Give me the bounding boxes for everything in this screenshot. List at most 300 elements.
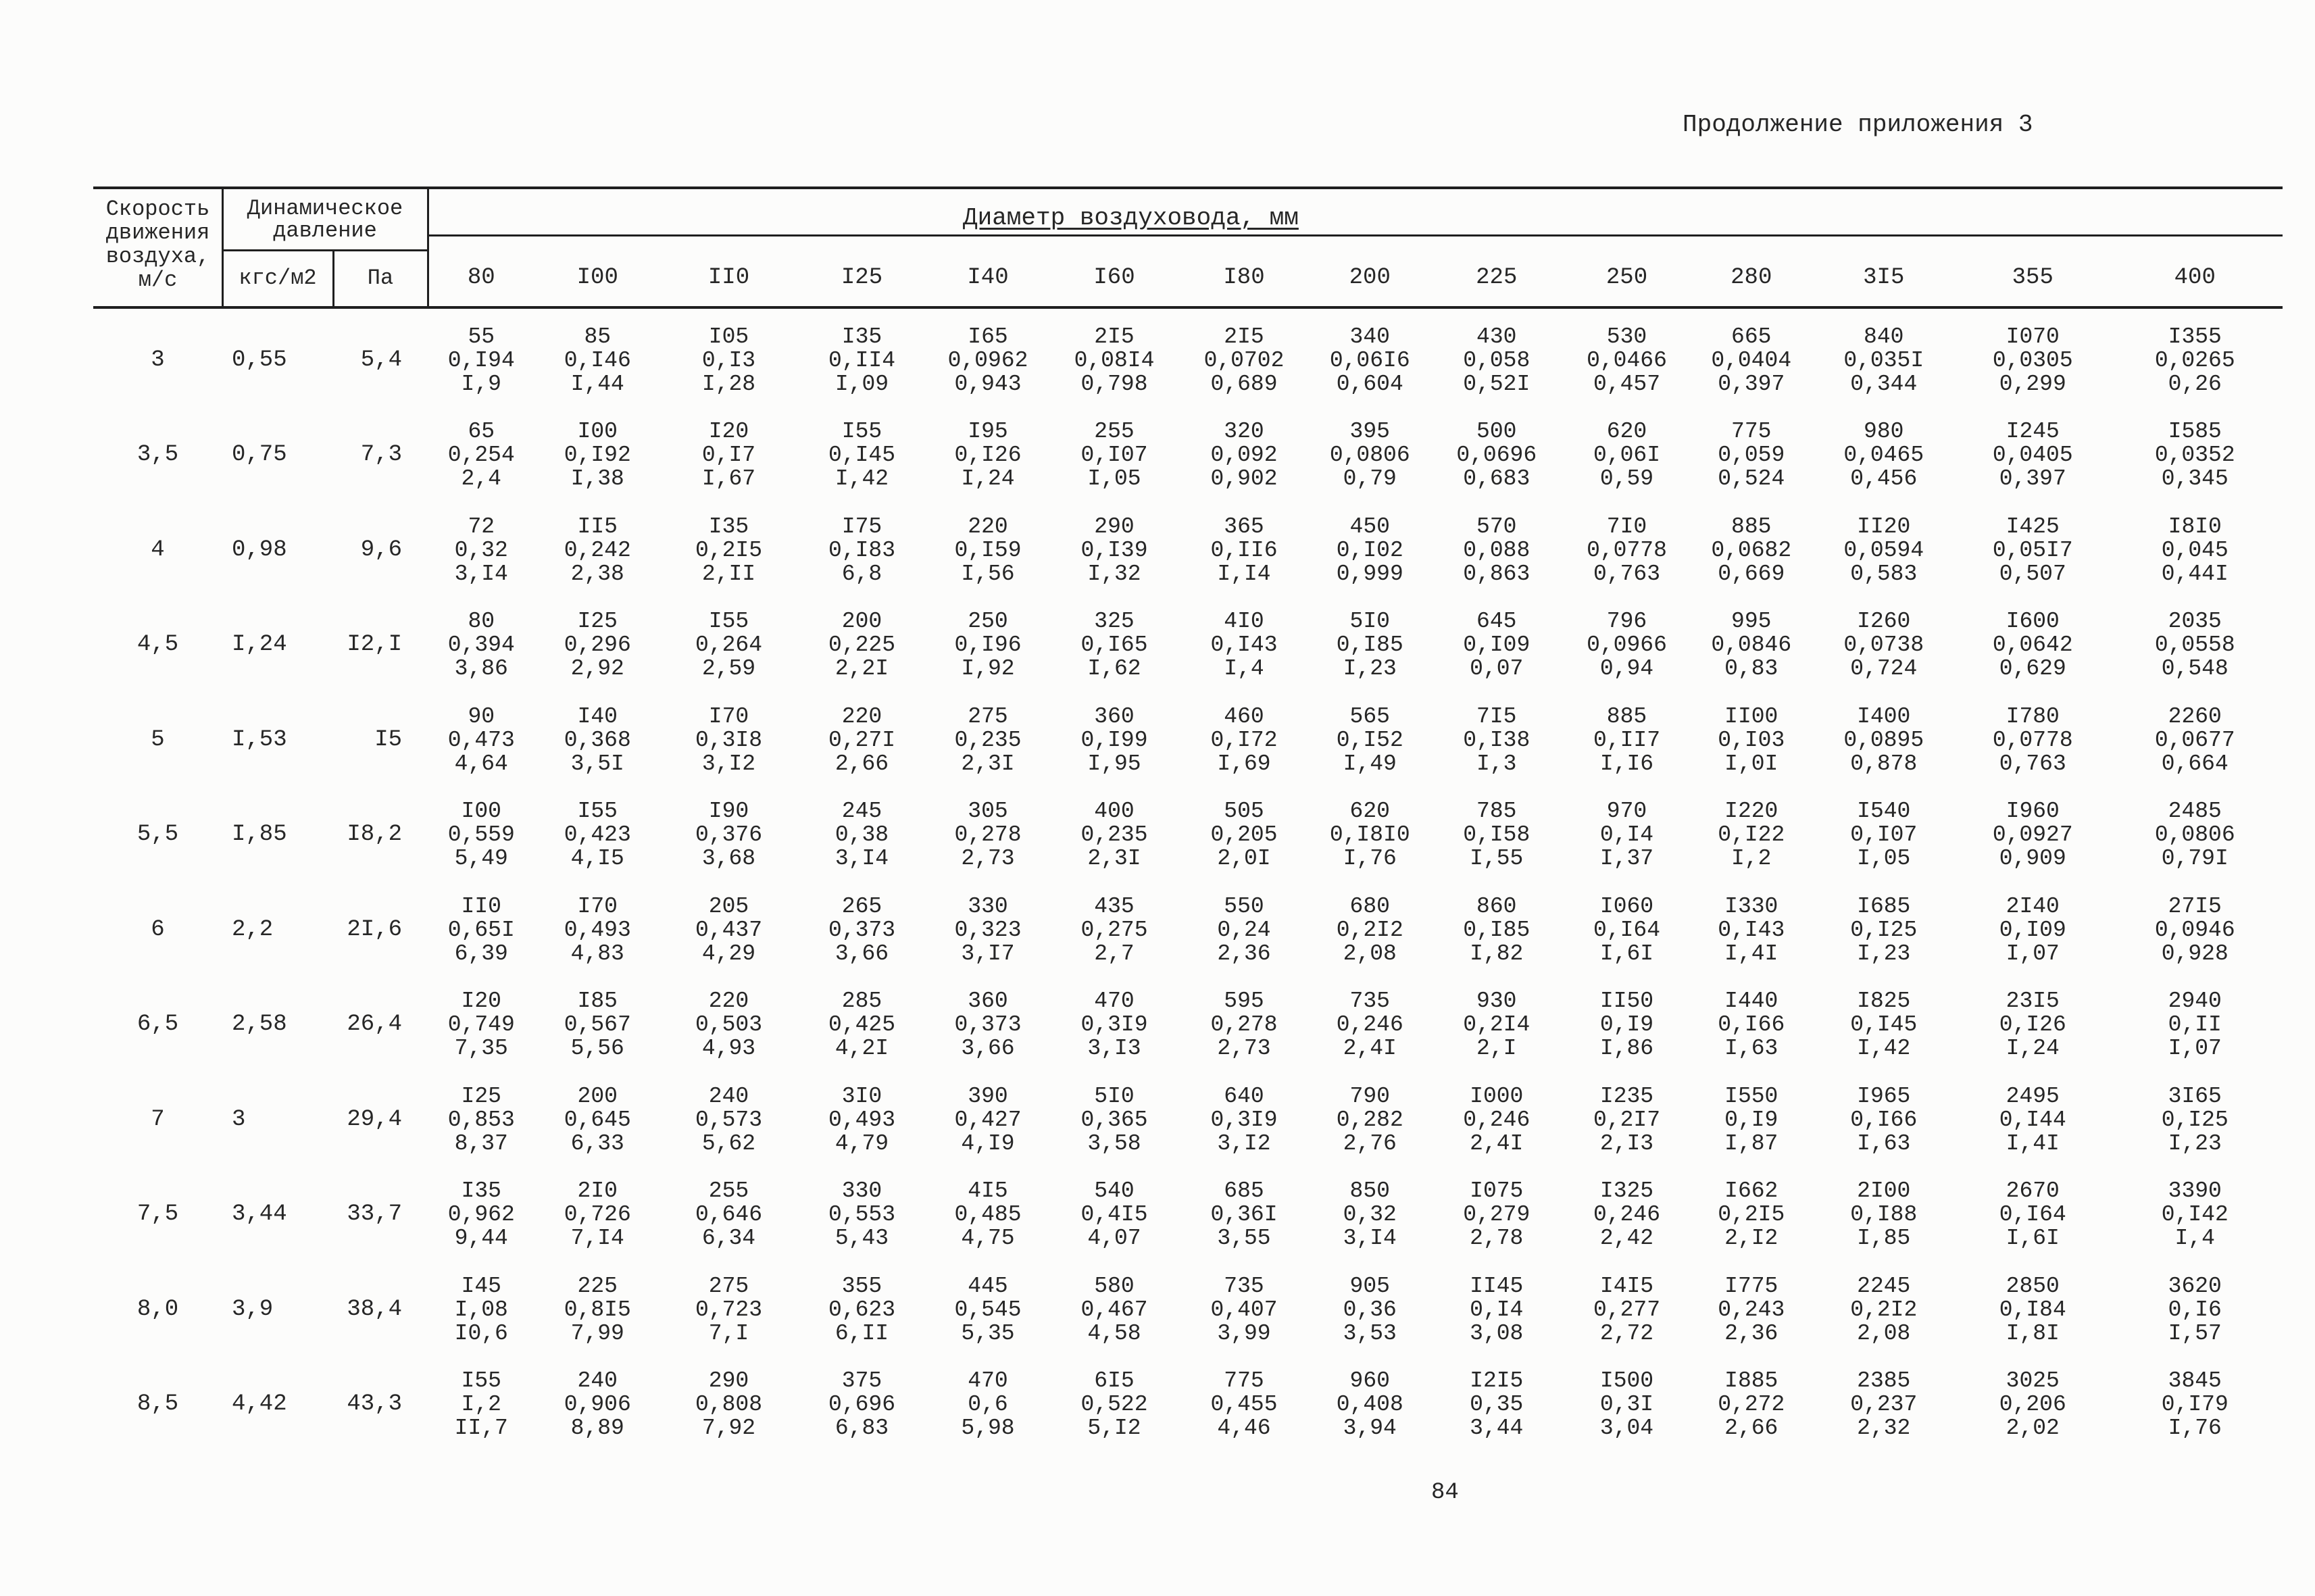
diameter-data-cell <box>535 598 661 693</box>
cell-value-top: I00 <box>461 799 501 824</box>
cell-value-bottom: 2,66 <box>1724 1416 1778 1441</box>
pressure-column-header <box>222 197 428 242</box>
cell-value-bottom: I,95 <box>1087 751 1141 776</box>
cell-value-bottom: 3,04 <box>1599 1416 1654 1441</box>
speed-cell-text: 4 <box>151 537 165 563</box>
cell-value-middle: 0,503 <box>695 1012 763 1038</box>
diameter-data-cell <box>1431 693 1563 788</box>
cell-value-bottom: 6,33 <box>570 1130 624 1156</box>
cell-value-bottom: I,76 <box>1343 846 1397 872</box>
cell-value-middle: 0,I85 <box>1463 917 1530 943</box>
cell-value-bottom: I,92 <box>961 656 1015 682</box>
cell-value-middle: 0,I64 <box>1999 1202 2066 1228</box>
cell-value-bottom: I,42 <box>835 466 889 492</box>
cell-value-top: 995 <box>1731 609 1772 634</box>
diameter-data-cell <box>926 1168 1049 1263</box>
diameter-data-cell <box>1179 598 1309 693</box>
cell-value-middle: 0,237 <box>1850 1392 1918 1418</box>
pressure-kgs-cell <box>222 788 333 883</box>
diameter-data-cell <box>797 503 926 598</box>
cell-value-middle: 0,058 <box>1463 347 1530 373</box>
diameter-data-cell <box>1956 978 2110 1073</box>
speed-cell-text: 5 <box>151 726 165 753</box>
cell-value-bottom: 0,999 <box>1336 561 1403 587</box>
cell-value-bottom: 9,44 <box>454 1226 508 1251</box>
diameter-data-cell <box>1691 598 1812 693</box>
pressure-pa-cell-text: 7,3 <box>360 442 402 468</box>
speed-cell <box>93 882 222 978</box>
diameter-data-cell <box>1179 882 1309 978</box>
cell-value-top: 400 <box>1094 799 1135 824</box>
cell-value-bottom: 2,7 <box>1094 941 1135 966</box>
table-row <box>93 1168 2281 1263</box>
cell-value-bottom: I,62 <box>1087 656 1141 682</box>
speed-cell <box>93 503 222 598</box>
diameter-data-cell <box>926 313 1049 408</box>
diameter-data-cell <box>1691 1168 1812 1263</box>
cell-value-top: I245 <box>2006 419 2060 445</box>
cell-value-top: 3I0 <box>841 1083 882 1109</box>
cell-value-middle: 0,3I9 <box>1080 1012 1148 1038</box>
cell-value-top: 55 <box>468 324 495 349</box>
diameter-data-cell <box>535 1262 661 1357</box>
cell-value-top: 790 <box>1349 1083 1390 1109</box>
cell-value-top: I060 <box>1599 893 1654 919</box>
pressure-pa-cell-text: 2I,6 <box>347 916 402 943</box>
cell-value-bottom: I,37 <box>1599 846 1654 872</box>
cell-value-top: 2940 <box>2168 989 2222 1014</box>
diameter-data-cell <box>1691 503 1812 598</box>
cell-value-middle: 0,243 <box>1718 1297 1785 1322</box>
cell-value-bottom: 3,I7 <box>961 941 1015 966</box>
cell-value-top: I55 <box>841 419 882 445</box>
cell-value-top: 505 <box>1224 799 1264 824</box>
cell-value-top: I35 <box>841 324 882 349</box>
cell-value-top: I70 <box>708 703 749 729</box>
cell-value-middle: 0,36 <box>1343 1297 1397 1322</box>
cell-value-middle: 0,473 <box>447 727 515 753</box>
diameter-data-cell <box>1049 788 1179 883</box>
diameter-data-cell <box>1956 503 2110 598</box>
cell-value-bottom: 0,943 <box>954 371 1022 397</box>
cell-value-middle: 0,278 <box>954 822 1022 848</box>
diameter-data-cell <box>1049 313 1179 408</box>
cell-value-middle: 0,I65 <box>1080 632 1148 658</box>
cell-value-bottom: 2,42 <box>1599 1226 1654 1251</box>
cell-value-bottom: 0,456 <box>1850 466 1918 492</box>
cell-value-top: 240 <box>577 1368 618 1394</box>
cell-value-bottom: 0,604 <box>1336 371 1403 397</box>
cell-value-middle: 0,726 <box>564 1202 631 1228</box>
cell-value-bottom: 2,3I <box>961 751 1015 776</box>
pressure-pa-cell <box>333 598 428 693</box>
page-number: 84 <box>1431 1480 1459 1505</box>
diameter-data-cell <box>1812 313 1957 408</box>
table-row <box>93 1262 2281 1357</box>
cell-value-bottom: 3,44 <box>1470 1416 1524 1441</box>
cell-value-bottom: 2,I2 <box>1724 1226 1778 1251</box>
diameter-data-cell <box>660 882 797 978</box>
cell-value-top: 360 <box>1094 703 1135 729</box>
diameter-data-cell <box>1309 313 1431 408</box>
cell-value-middle: 0,645 <box>564 1107 631 1132</box>
diameter-data-cell <box>1049 1357 1179 1453</box>
pressure-pa-cell <box>333 313 428 408</box>
cell-value-middle: 0,I39 <box>1080 537 1148 563</box>
cell-value-top: I65 <box>968 324 1008 349</box>
cell-value-top: 320 <box>1224 419 1264 445</box>
cell-value-middle: 0,0806 <box>1329 443 1410 468</box>
diameter-data-cell <box>2110 598 2281 693</box>
cell-value-top: 885 <box>1731 514 1772 539</box>
cell-value-top: 6I5 <box>1094 1368 1135 1394</box>
diameter-data-cell <box>1049 503 1179 598</box>
diameter-data-cell <box>1562 1262 1691 1357</box>
cell-value-bottom: I,09 <box>835 371 889 397</box>
cell-value-middle: 0,I26 <box>1999 1012 2066 1038</box>
diameter-data-cell <box>1179 788 1309 883</box>
cell-value-top: I780 <box>2006 703 2060 729</box>
diameter-data-cell <box>1431 408 1563 503</box>
cell-value-bottom: 6,39 <box>454 941 508 966</box>
cell-value-middle: 0,0265 <box>2154 347 2235 373</box>
diameter-data-cell <box>1309 693 1431 788</box>
cell-value-middle: 0,206 <box>1999 1392 2066 1418</box>
speed-cell-text: 5,5 <box>136 822 179 848</box>
cell-value-middle: 0,0895 <box>1843 727 1924 753</box>
diameter-data-cell <box>660 978 797 1073</box>
cell-value-top: I35 <box>708 514 749 539</box>
cell-value-bottom: 3,08 <box>1470 1320 1524 1346</box>
cell-value-bottom: 3,86 <box>454 656 508 682</box>
speed-cell-text: 6,5 <box>136 1012 179 1038</box>
pressure-pa-cell-text: 33,7 <box>347 1201 402 1228</box>
cell-value-middle: 0,0594 <box>1843 537 1924 563</box>
diameter-header-cell: 355 <box>2012 265 2053 291</box>
cell-value-middle: I,08 <box>454 1297 508 1322</box>
table-row <box>93 788 2281 883</box>
cell-value-middle: 0,35 <box>1470 1392 1524 1418</box>
cell-value-bottom: I,86 <box>1599 1036 1654 1062</box>
cell-value-middle: 0,0405 <box>1992 443 2073 468</box>
diameter-header-cell: I25 <box>841 265 883 291</box>
cell-value-middle: 0,423 <box>564 822 631 848</box>
cell-value-top: 4I5 <box>968 1178 1008 1204</box>
cell-value-middle: 0,545 <box>954 1297 1022 1322</box>
cell-value-bottom: 0,763 <box>1999 751 2066 776</box>
cell-value-top: I25 <box>461 1083 501 1109</box>
cell-value-middle: 0,0962 <box>947 347 1028 373</box>
diameter-data-cell <box>660 598 797 693</box>
cell-value-top: II50 <box>1599 989 1654 1014</box>
cell-value-top: 255 <box>1094 419 1135 445</box>
diameter-data-cell <box>1691 408 1812 503</box>
cell-value-middle: 0,225 <box>828 632 896 658</box>
kgs-unit-header: кгс/м2 <box>239 266 317 291</box>
cell-value-top: I05 <box>708 324 749 349</box>
cell-value-bottom: I,24 <box>961 466 1015 492</box>
cell-value-top: 27I5 <box>2168 893 2222 919</box>
cell-value-top: I55 <box>461 1368 501 1394</box>
diameter-header-cell: II0 <box>707 265 750 291</box>
diameter-data-cell <box>1812 1262 1957 1357</box>
cell-value-bottom: 4,93 <box>701 1036 756 1062</box>
cell-value-top: 430 <box>1476 324 1517 349</box>
cell-value-bottom: I,49 <box>1343 751 1397 776</box>
cell-value-top: 80 <box>468 609 495 634</box>
diameter-data-cell <box>926 598 1049 693</box>
speed-cell-text: 6 <box>151 916 165 943</box>
cell-value-middle: 0,0778 <box>1992 727 2073 753</box>
cell-value-bottom: 3,68 <box>701 846 756 872</box>
speed-cell-text: 3,5 <box>136 442 179 468</box>
cell-value-middle: 0,I72 <box>1210 727 1278 753</box>
diameter-data-cell <box>1049 1262 1179 1357</box>
cell-value-top: 840 <box>1864 324 1904 349</box>
cell-value-bottom: 5,I2 <box>1087 1416 1141 1441</box>
diameter-data-cell <box>1431 882 1563 978</box>
speed-cell <box>93 1262 222 1357</box>
table-row <box>93 313 2281 408</box>
diameter-data-cell <box>1956 313 2110 408</box>
diameter-header-cell: 280 <box>1731 265 1772 291</box>
cell-value-top: II45 <box>1470 1273 1524 1299</box>
diameter-data-cell <box>535 408 661 503</box>
diameter-header-cell: 200 <box>1349 265 1391 291</box>
diameter-data-cell <box>1562 693 1691 788</box>
cell-value-bottom: 0,07 <box>1470 656 1524 682</box>
diameter-data-cell <box>660 408 797 503</box>
cell-value-bottom: 0,629 <box>1999 656 2066 682</box>
speed-cell-text: 7,5 <box>136 1201 179 1228</box>
cell-value-bottom: 0,52I <box>1463 371 1530 397</box>
cell-value-bottom: 2,36 <box>1217 941 1271 966</box>
diameter-data-cell <box>926 882 1049 978</box>
cell-value-middle: 0,425 <box>828 1012 896 1038</box>
cell-value-top: 2260 <box>2168 703 2222 729</box>
pressure-pa-cell-text: 29,4 <box>347 1106 402 1132</box>
pressure-kgs-cell <box>222 1168 333 1263</box>
diameter-data-cell <box>2110 978 2281 1073</box>
diameter-data-cell <box>1309 1357 1431 1453</box>
cell-value-top: 2670 <box>2006 1178 2060 1204</box>
cell-value-top: 550 <box>1224 893 1264 919</box>
diameter-header-cell: 250 <box>1605 265 1648 291</box>
cell-value-bottom: 2,II <box>701 561 756 587</box>
speed-cell <box>93 978 222 1073</box>
cell-value-top: 785 <box>1476 799 1517 824</box>
cell-value-middle: 0,I03 <box>1718 727 1785 753</box>
cell-value-bottom: 7,35 <box>454 1036 508 1062</box>
cell-value-middle: 0,I8I0 <box>1329 822 1410 848</box>
cell-value-bottom: 0,798 <box>1080 371 1148 397</box>
continuation-note: Продолжение приложения 3 <box>1683 111 2033 139</box>
pressure-kgs-cell <box>222 313 333 408</box>
cell-value-top: 3025 <box>2006 1368 2060 1394</box>
cell-value-top: 3845 <box>2168 1368 2222 1394</box>
pressure-pa-cell <box>333 788 428 883</box>
cell-value-top: I540 <box>1857 799 1911 824</box>
cell-value-middle: 0,I64 <box>1593 917 1661 943</box>
diameter-data-cell <box>1431 598 1563 693</box>
cell-value-bottom: 0,683 <box>1463 466 1530 492</box>
cell-value-top: I400 <box>1857 703 1911 729</box>
diameter-data-cell <box>2110 1262 2281 1357</box>
cell-value-bottom: I,28 <box>701 371 756 397</box>
diameter-data-cell <box>797 1168 926 1263</box>
speed-column-header: Скорость движения воздуха, м/с <box>105 197 210 293</box>
cell-value-middle: 0,246 <box>1336 1012 1403 1038</box>
cell-value-bottom: 3,I4 <box>1343 1226 1397 1251</box>
cell-value-middle: 0,I4 <box>1470 1297 1524 1322</box>
diameter-data-cell <box>797 313 926 408</box>
diameter-data-cell <box>1049 693 1179 788</box>
diameter-data-cell <box>926 408 1049 503</box>
diameter-data-cell <box>535 503 661 598</box>
cell-value-top: 2385 <box>1857 1368 1911 1394</box>
cell-value-top: 680 <box>1349 893 1390 919</box>
pressure-pa-cell <box>333 1357 428 1453</box>
cell-value-top: 2I5 <box>1094 324 1135 349</box>
diameter-data-cell <box>660 788 797 883</box>
cell-value-bottom: I,8I <box>2006 1320 2060 1346</box>
cell-value-bottom: I,76 <box>2168 1416 2222 1441</box>
cell-value-middle: 0,559 <box>447 822 515 848</box>
cell-value-top: 580 <box>1094 1273 1135 1299</box>
diameter-data-cell <box>1812 693 1957 788</box>
diameter-data-cell <box>1691 882 1812 978</box>
pressure-pa-cell <box>333 503 428 598</box>
cell-value-middle: 0,623 <box>828 1297 896 1322</box>
diameter-data-cell <box>1562 1072 1691 1168</box>
cell-value-bottom: I,56 <box>961 561 1015 587</box>
cell-value-top: 330 <box>968 893 1008 919</box>
cell-value-middle: 0,323 <box>954 917 1022 943</box>
diameter-title-rule <box>428 234 2283 236</box>
cell-value-bottom: 0,59 <box>1599 466 1654 492</box>
speed-cell <box>93 313 222 408</box>
cell-value-top: I325 <box>1599 1178 1654 1204</box>
diameter-data-cell <box>797 693 926 788</box>
cell-value-middle: 0,246 <box>1593 1202 1661 1228</box>
cell-value-middle: 0,I07 <box>1080 443 1148 468</box>
diameter-data-cell <box>1309 503 1431 598</box>
cell-value-middle: 0,493 <box>828 1107 896 1132</box>
cell-value-bottom: 2,38 <box>570 561 624 587</box>
cell-value-top: I960 <box>2006 799 2060 824</box>
diameter-data-cell <box>1562 1168 1691 1263</box>
diameter-data-cell <box>428 598 535 693</box>
cell-value-top: I500 <box>1599 1368 1654 1394</box>
cell-value-top: 325 <box>1094 609 1135 634</box>
cell-value-bottom: 2,72 <box>1599 1320 1654 1346</box>
diameter-data-cell <box>797 978 926 1073</box>
cell-value-top: 500 <box>1476 419 1517 445</box>
pressure-pa-cell-text: 38,4 <box>347 1296 402 1322</box>
table-row <box>93 693 2281 788</box>
pressure-title-rule <box>222 249 428 251</box>
diameter-data-cell <box>428 313 535 408</box>
speed-cell-text: 7 <box>151 1106 165 1132</box>
cell-value-bottom: 3,I3 <box>1087 1036 1141 1062</box>
cell-value-middle: 0,235 <box>1080 822 1148 848</box>
cell-value-top: 290 <box>708 1368 749 1394</box>
cell-value-bottom: 0,878 <box>1850 751 1918 776</box>
cell-value-bottom: I,23 <box>2168 1130 2222 1156</box>
cell-value-bottom: I,63 <box>1724 1036 1778 1062</box>
cell-value-bottom: I,07 <box>2168 1036 2222 1062</box>
cell-value-top: I775 <box>1724 1273 1778 1299</box>
cell-value-top: 850 <box>1349 1178 1390 1204</box>
cell-value-middle: 0,088 <box>1463 537 1530 563</box>
cell-value-bottom: 2,73 <box>1217 1036 1271 1062</box>
cell-value-middle: 0,65I <box>447 917 515 943</box>
cell-value-top: 775 <box>1731 419 1772 445</box>
cell-value-middle: 0,0642 <box>1992 632 2073 658</box>
diameter-data-cell <box>1179 1072 1309 1168</box>
pressure-pa-cell <box>333 1168 428 1263</box>
cell-value-bottom: I,23 <box>1343 656 1397 682</box>
cell-value-middle: 0,2I5 <box>1718 1202 1785 1228</box>
cell-value-middle: 0,368 <box>564 727 631 753</box>
diameter-data-cell <box>1309 408 1431 503</box>
cell-value-bottom: I,87 <box>1724 1130 1778 1156</box>
diameter-data-cell <box>926 788 1049 883</box>
cell-value-middle: 0,4I5 <box>1080 1202 1148 1228</box>
cell-value-bottom: 2,36 <box>1724 1320 1778 1346</box>
cell-value-top: 225 <box>577 1273 618 1299</box>
cell-value-bottom: 2,4 <box>461 466 501 492</box>
diameter-group-header: Диаметр воздуховода, мм <box>963 204 1299 232</box>
speed-cell <box>93 408 222 503</box>
diameter-data-cell <box>428 1072 535 1168</box>
cell-value-top: I000 <box>1470 1083 1524 1109</box>
diameter-data-cell <box>1956 1072 2110 1168</box>
cell-value-bottom: I,24 <box>2006 1036 2060 1062</box>
cell-value-bottom: I,05 <box>1857 846 1911 872</box>
diameter-data-cell <box>1179 313 1309 408</box>
cell-value-top: 340 <box>1349 324 1390 349</box>
cell-value-bottom: 4,46 <box>1217 1416 1271 1441</box>
pressure-kgs-cell-text: 3,44 <box>232 1201 287 1228</box>
diameter-data-cell <box>2110 1072 2281 1168</box>
diameter-data-cell <box>1431 313 1563 408</box>
cell-value-bottom: 4,29 <box>701 941 756 966</box>
speed-cell <box>93 1168 222 1263</box>
cell-value-middle: 0,3I8 <box>695 727 763 753</box>
cell-value-top: 5I0 <box>1349 609 1390 634</box>
cell-value-bottom: 3,I4 <box>835 846 889 872</box>
diameter-data-cell <box>1179 408 1309 503</box>
cell-value-middle: 0,2I5 <box>695 537 763 563</box>
cell-value-top: I585 <box>2168 419 2222 445</box>
cell-value-middle: 0,0404 <box>1711 347 1792 373</box>
diameter-data-cell <box>535 788 661 883</box>
cell-value-middle: 0,6 <box>968 1392 1008 1418</box>
cell-value-bottom: 0,83 <box>1724 656 1778 682</box>
cell-value-middle: 0,I43 <box>1718 917 1785 943</box>
diameter-data-cell <box>797 1357 926 1453</box>
cell-value-top: 885 <box>1606 703 1647 729</box>
cell-value-bottom: 5,43 <box>835 1226 889 1251</box>
cell-value-top: I662 <box>1724 1178 1778 1204</box>
cell-value-bottom: I,23 <box>1857 941 1911 966</box>
cell-value-middle: 0,I83 <box>828 537 896 563</box>
diameter-data-cell <box>1691 978 1812 1073</box>
diameter-header-row <box>428 262 2281 293</box>
diameter-data-cell <box>1956 1168 2110 1263</box>
pressure-pa-cell <box>333 882 428 978</box>
